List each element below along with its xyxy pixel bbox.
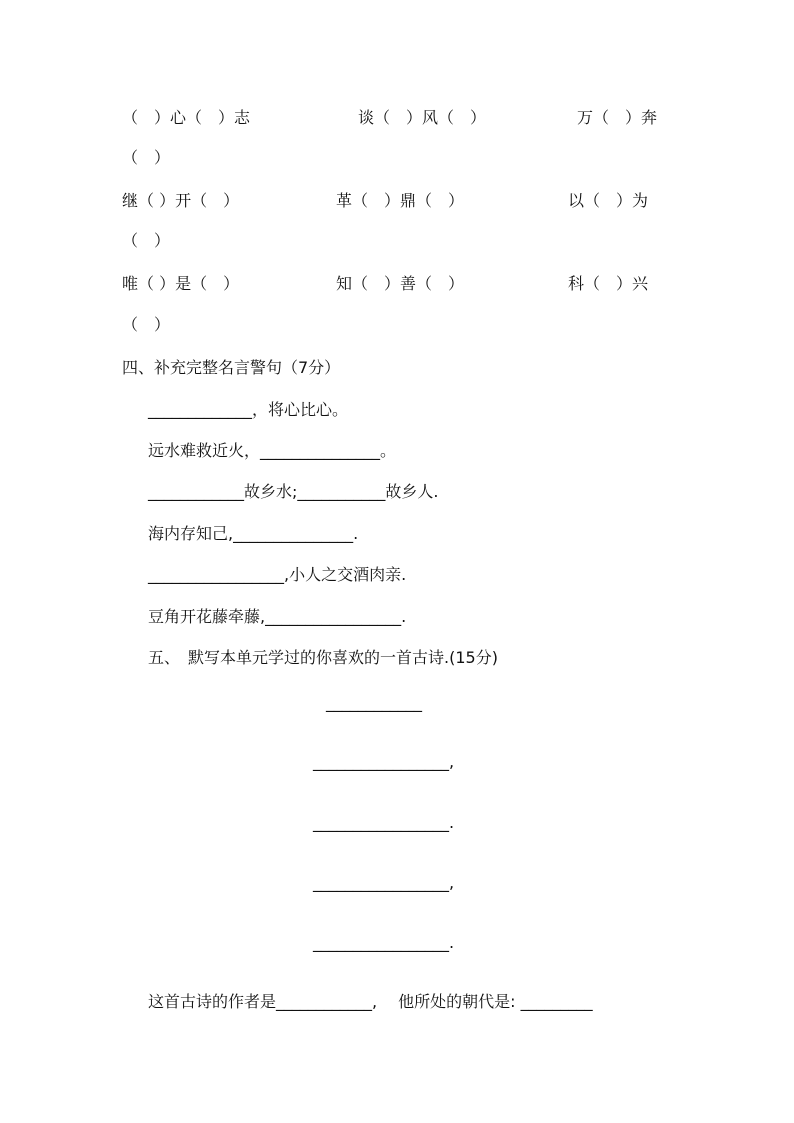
- poem-line-blank: _________________.: [313, 813, 455, 832]
- proverb-line: 豆角开花藤牵藤,_________________.: [148, 607, 407, 626]
- section-5-heading: 五、 默写本单元学过的你喜欢的一首古诗.(15分): [148, 648, 498, 667]
- section-4-heading: 四、补充完整名言警句（7分）: [122, 358, 341, 377]
- proverb-line: 海内存知己,_______________.: [148, 524, 359, 543]
- proverb-line: 远水难救近火，_______________。: [148, 441, 397, 460]
- proverb-line: ____________故乡水;___________故乡人.: [148, 482, 439, 501]
- idiom-item: 谈（ ）风（ ）: [358, 108, 487, 127]
- idiom-item: 革（ ）鼎（ ）: [336, 191, 465, 210]
- proverb-line: _____________，将心比心。: [148, 400, 349, 419]
- poem-line-blank: _________________.: [313, 933, 455, 952]
- idiom-wrap: （ ）: [122, 315, 171, 334]
- poem-line-blank: _________________,: [313, 873, 455, 892]
- idiom-item: 知（ ）善（ ）: [336, 274, 465, 293]
- author-dynasty-line: 这首古诗的作者是____________, 他所处的朝代是: _________: [148, 992, 593, 1011]
- idiom-item: 继（ ）开（ ）: [122, 191, 240, 210]
- idiom-item: （ ）心（ ）志: [122, 108, 251, 127]
- poem-line-blank: _________________,: [313, 752, 455, 771]
- proverb-line: _________________,小人之交酒肉亲.: [148, 565, 407, 584]
- idiom-wrap: （ ）: [122, 231, 171, 250]
- poem-title-blank: ____________: [326, 693, 422, 712]
- idiom-item: 以（ ）为: [568, 191, 649, 210]
- idiom-item: 万（ ）奔: [577, 108, 658, 127]
- idiom-item: 唯（ ）是（ ）: [122, 274, 240, 293]
- idiom-wrap: （ ）: [122, 148, 171, 167]
- idiom-item: 科（ ）兴: [568, 274, 649, 293]
